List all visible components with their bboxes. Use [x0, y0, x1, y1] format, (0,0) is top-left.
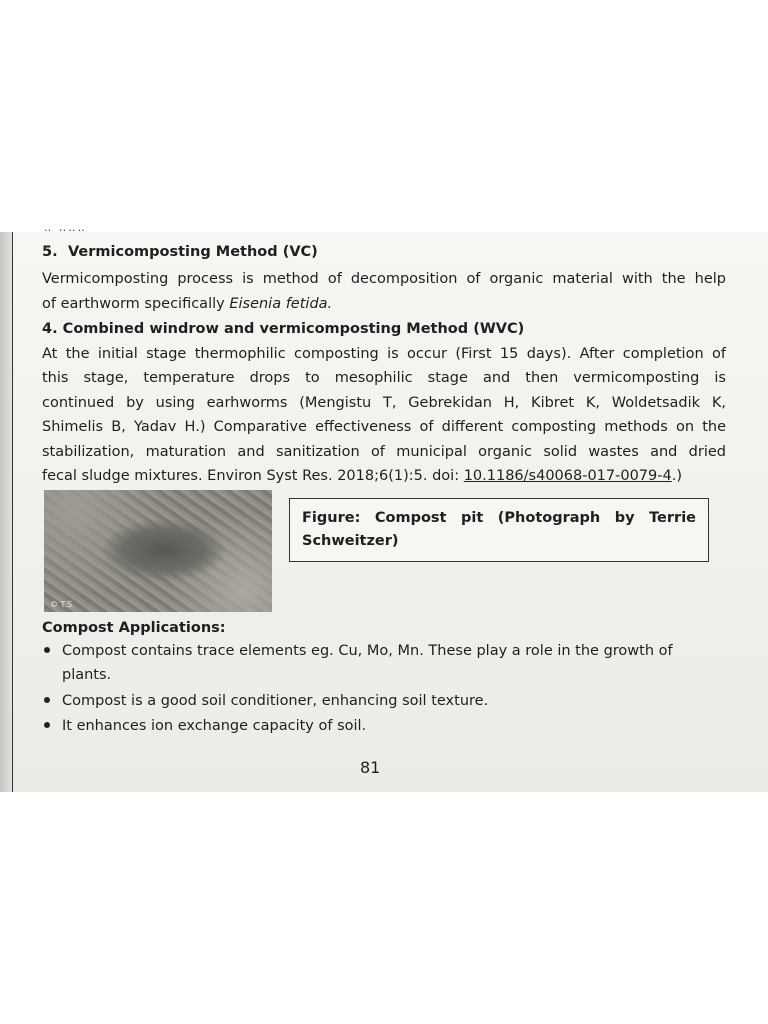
wvc-paragraph-line: stabilization, maturation and sanitization of municipal organic solid wastes and dried [42, 444, 726, 460]
applications-heading: Compost Applications: [42, 620, 226, 636]
wvc-paragraph-line: At the initial stage thermophilic composting is occur (First 15 days). After completion of [42, 346, 726, 362]
page-binding-edge [0, 232, 13, 792]
section-heading-vc [42, 244, 318, 261]
list-item: Compost contains trace elements eg. Cu, Mo, Mn. These play a role in the growth of [62, 643, 673, 659]
compost-pit-photo [44, 490, 272, 612]
list-item: It enhances ion exchange capacity of soil. [62, 718, 367, 734]
list-item: Compost is a good soil conditioner, enhancing soil texture. [62, 693, 489, 709]
bullet-icon [44, 697, 50, 703]
photo-credit: © T.S. [50, 600, 75, 609]
section-title: Vermicomposting Method (VC) [68, 244, 318, 260]
section-number: 4. [42, 321, 58, 337]
text-span: .) [671, 468, 682, 484]
figure-caption: Figure: Compost pit (Photograph by Terrie Schweitzer) [289, 498, 709, 562]
list-item-continuation: plants. [62, 667, 112, 683]
text-span: of earthworm specifically [42, 296, 230, 312]
page-number: 81 [360, 758, 381, 777]
cut-off-previous-line: ‥ ‥‥‥ [44, 221, 87, 234]
wvc-paragraph-line: continued by using earhworms (Mengistu T, Gebrekidan H, Kibret K, Woldetsadik K, [42, 395, 726, 411]
vc-paragraph-line: Vermicomposting process is method of decomposition of organic material with the help [42, 271, 726, 287]
species-name: Eisenia fetida. [229, 296, 333, 312]
bullet-icon [44, 647, 50, 653]
text-span: fecal sludge mixtures. Environ Syst Res. 2018;6(1):5. doi: [42, 468, 464, 484]
bullet-icon [44, 722, 50, 728]
doi-link[interactable]: 10.1186/s40068-017-0079-4 [463, 468, 672, 484]
vc-paragraph-line [42, 296, 332, 313]
wvc-paragraph-line: this stage, temperature drops to mesophilic stage and then vermicomposting is [42, 370, 726, 386]
section-number: 5. [42, 244, 58, 260]
section-title: Combined windrow and vermicomposting Method (WVC) [62, 321, 525, 337]
wvc-paragraph-line [42, 468, 682, 485]
section-heading-wvc [42, 321, 524, 338]
wvc-paragraph-line: Shimelis B, Yadav H.) Comparative effectiveness of different composting methods on the [42, 419, 726, 435]
